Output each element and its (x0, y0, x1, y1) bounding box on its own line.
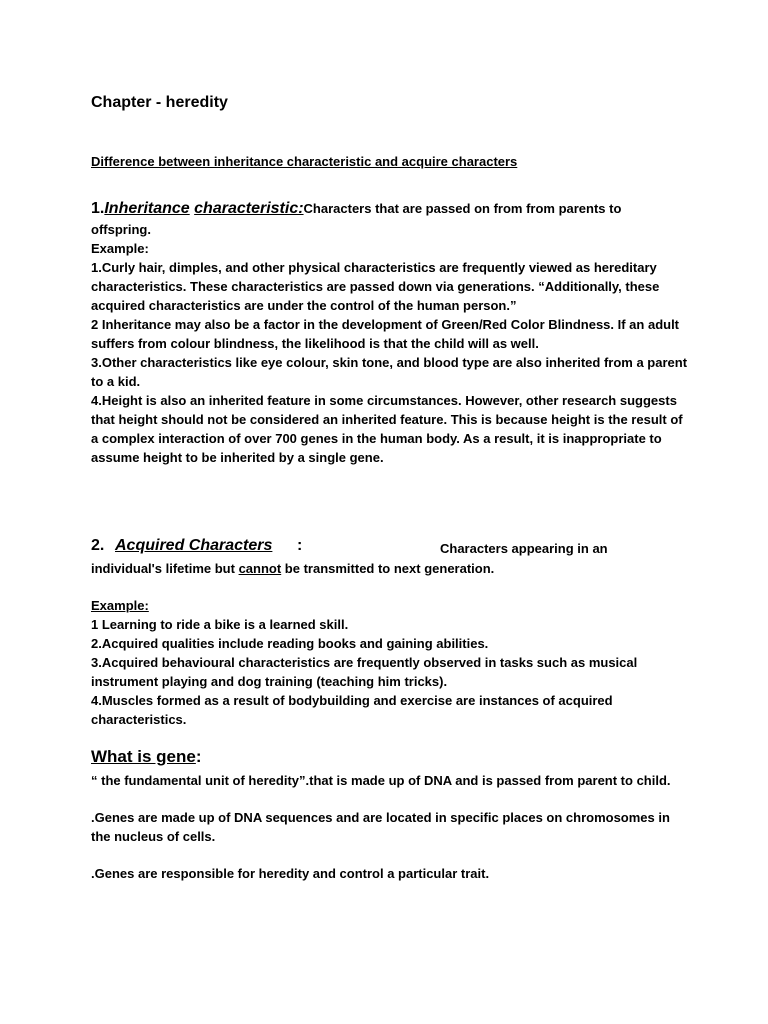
gene-paragraph: .Genes are made up of DNA sequences and are located in specific places on chromosomes in the nucleus of cells. (91, 810, 670, 844)
section-acquired-example-label: Example: (91, 598, 149, 613)
list-item: 3.Other characteristics like eye colour, skin tone, and blood type are also inherited from a parent to a kid. (91, 355, 688, 389)
section-acquired-list (91, 615, 691, 729)
definition-text-b: be transmitted to next generation. (281, 561, 495, 576)
section-inheritance-heading-line (91, 198, 691, 220)
section-acquired-definition-rest (91, 559, 691, 578)
section-inheritance-heading-b: characteristic: (194, 200, 304, 217)
list-item: 3.Acquired behavioural characteristics are frequently observed in tasks such as musical instrument playing and dog training (teaching him tricks). (91, 655, 638, 689)
section-acquired-heading: Acquired Characters (115, 537, 273, 554)
section-gene-body (91, 771, 691, 883)
gene-paragraph: .Genes are responsible for heredity and control a particular trait. (91, 866, 490, 881)
list-item: 4.Muscles formed as a result of bodybuilding and exercise are instances of acquired characteristics. (91, 693, 613, 727)
page-subtitle: Difference between inheritance characteristic and acquire characters (91, 154, 518, 169)
section-acquired-heading-line (91, 537, 691, 559)
section-acquired-colon: : (297, 537, 303, 554)
gene-paragraph: “ the fundamental unit of heredity”.that is made up of DNA and is passed from parent to child. (91, 773, 671, 788)
section-inheritance-example-label: Example: (91, 241, 149, 256)
list-item: 2 Inheritance may also be a factor in the development of Green/Red Color Blindness. If an adult suffers from colour blindness, the likelihood is that the child will as well. (91, 317, 680, 351)
definition-emphasis: cannot (238, 561, 282, 576)
section-acquired (91, 537, 691, 729)
list-item: 4.Height is also an inherited feature in some circumstances. However, other research suggests that height should not be considered an inherited feature. This is because height is the result of a complex interaction of over 700 genes in the human body. As a result, it is inappropriate to assume height to be inherited by a single gene. (91, 393, 683, 465)
list-item: 1.Curly hair, dimples, and other physical characteristics are frequently viewed as hereditary characteristics. These characteristics are passed down via generations. “Additionally, these acquired characteristics are under the control of the human person.” (91, 260, 660, 313)
section-inheritance-heading-a: Inheritance (104, 200, 190, 217)
list-item: 2.Acquired qualities include reading books and gaining abilities. (91, 636, 489, 651)
section-inheritance-definition: Characters that are passed on from from parents to (303, 201, 622, 216)
list-item: 1 Learning to ride a bike is a learned skill. (91, 617, 349, 632)
section-inheritance-definition-rest: offspring. (91, 222, 151, 237)
section-gene (91, 746, 691, 883)
section-inheritance-number: 1. (91, 200, 105, 217)
page-title: Chapter - heredity (91, 94, 228, 111)
section-acquired-definition: Characters appearing in an (440, 541, 608, 556)
section-acquired-number: 2. (91, 537, 105, 554)
section-gene-heading-line (91, 746, 691, 769)
section-gene-colon: : (195, 747, 202, 766)
definition-text-a: individual's lifetime but (91, 561, 239, 576)
section-gene-heading: What is gene (91, 747, 196, 766)
section-inheritance (91, 198, 691, 467)
section-inheritance-list (91, 258, 691, 467)
